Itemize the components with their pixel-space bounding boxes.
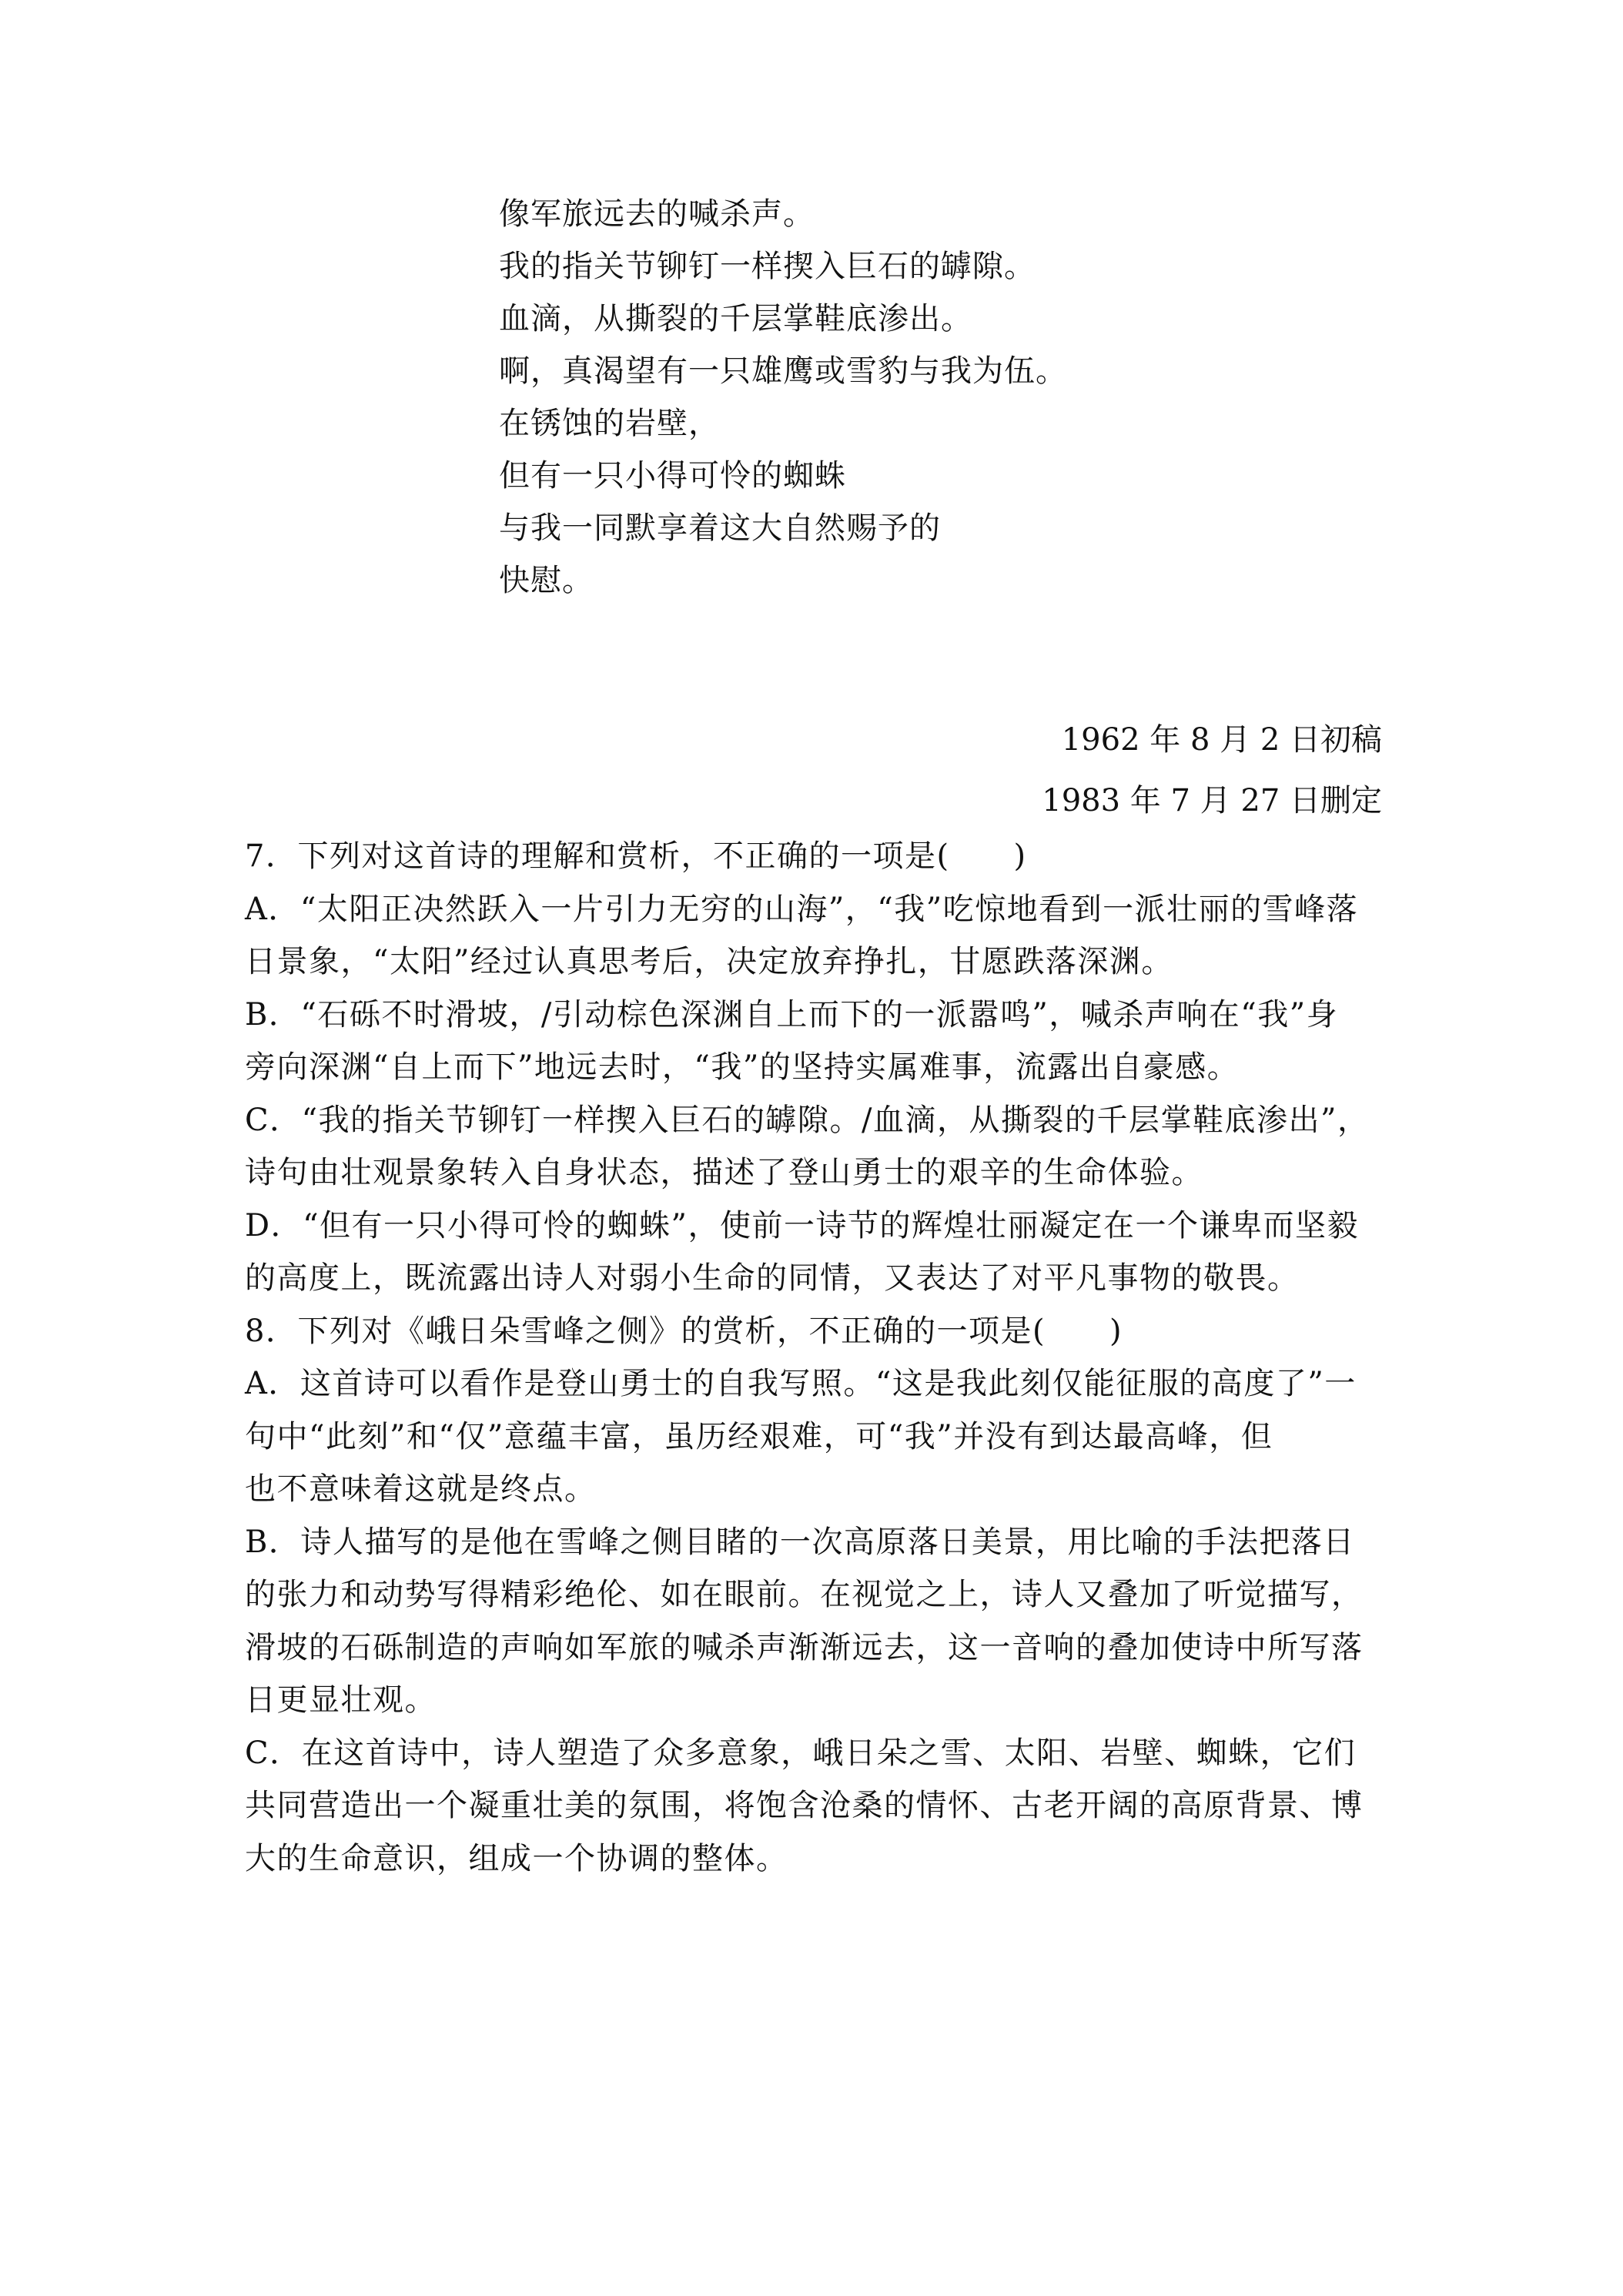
option-d <box>245 1200 1383 1305</box>
option-line: 滑坡的石砾制造的声响如军旅的喊杀声渐渐远去，这一音响的叠加使诗中所写落 <box>245 1629 1364 1665</box>
option-line: D．“但有一只小得可怜的蜘蛛”，使前一诗节的辉煌壮丽凝定在一个谦卑而坚毅 <box>245 1207 1359 1243</box>
poem-line: 与我一同默享着这大自然赐予的 <box>499 510 941 546</box>
option-line: 也不意味着这就是终点。 <box>245 1471 597 1507</box>
final-date: 1983 年 7 月 27 日删定 <box>1042 783 1382 818</box>
option-b <box>245 989 1383 1094</box>
option-line: B．诗人描写的是他在雪峰之侧目睹的一次高原落日美景，用比喻的手法把落日 <box>245 1524 1355 1560</box>
poem-line: 啊，真渴望有一只雄鹰或雪豹与我为伍。 <box>499 353 1067 389</box>
poem-line: 我的指关节铆钉一样揳入巨石的罅隙。 <box>499 249 1036 284</box>
option-c <box>245 1727 1383 1886</box>
poem-line: 但有一只小得可怜的蜘蛛 <box>499 458 846 494</box>
option-line: C．“我的指关节铆钉一样揳入巨石的罅隙。/血滴，从撕裂的千层掌鞋底渗出”， <box>245 1102 1370 1138</box>
poem-line: 像军旅远去的喊杀声。 <box>499 196 815 232</box>
draft-date: 1962 年 8 月 2 日初稿 <box>1061 722 1382 758</box>
option-line: C．在这首诗中，诗人塑造了众多意象，峨日朵之雪、太阳、岩壁、蜘蛛，它们 <box>245 1735 1357 1771</box>
option-a <box>245 883 1383 989</box>
option-line: 日更显壮观。 <box>245 1682 437 1718</box>
question-list <box>245 830 1383 1885</box>
option-a <box>245 1357 1383 1516</box>
option-line: A．“太阳正决然跃入一片引力无穷的山海”，“我”吃惊地看到一派壮丽的雪峰落 <box>245 891 1359 927</box>
question-8 <box>245 1305 1383 1886</box>
question-stem: 7．下列对这首诗的理解和赏析，不正确的一项是( ) <box>245 838 1027 874</box>
option-line: A．这首诗可以看作是登山勇士的自我写照。“这是我此刻仅能征服的高度了”一 <box>245 1366 1357 1401</box>
poem-line: 在锈蚀的岩壁， <box>499 406 720 441</box>
poem-excerpt <box>499 188 1423 607</box>
poem-line: 快慰。 <box>499 563 594 598</box>
option-line: 旁向深渊“自上而下”地远去时，“我”的坚持实属难事，流露出自豪感。 <box>245 1049 1240 1085</box>
poem-line: 血滴，从撕裂的千层掌鞋底渗出。 <box>499 301 972 336</box>
option-b <box>245 1516 1383 1727</box>
option-line: 共同营造出一个凝重壮美的氛围，将饱含沧桑的情怀、古老开阔的高原背景、博 <box>245 1788 1364 1823</box>
option-line: 诗句由壮观景象转入自身状态，描述了登山勇士的艰辛的生命体验。 <box>245 1155 1203 1190</box>
question-stem: 8．下列对《峨日朵雪峰之侧》的赏析，不正确的一项是( ) <box>245 1313 1123 1349</box>
poem-dates <box>1042 702 1382 824</box>
option-c <box>245 1094 1383 1200</box>
option-line: 日景象，“太阳”经过认真思考后，决定放弃挣扎，甘愿跌落深渊。 <box>245 944 1173 979</box>
option-line: 大的生命意识，组成一个协调的整体。 <box>245 1840 788 1876</box>
question-7 <box>245 830 1383 1305</box>
option-line: 的张力和动势写得精彩绝伦、如在眼前。在视觉之上，诗人又叠加了听觉描写， <box>245 1577 1364 1612</box>
option-line: 的高度上，既流露出诗人对弱小生命的同情，又表达了对平凡事物的敬畏。 <box>245 1260 1300 1296</box>
option-line: B．“石砾不时滑坡，/引动棕色深渊自上而下的一派嚣鸣”，喊杀声响在“我”身 <box>245 996 1339 1033</box>
option-line: 句中“此刻”和“仅”意蕴丰富，虽历经艰难，可“我”并没有到达最高峰，但 <box>245 1418 1273 1454</box>
